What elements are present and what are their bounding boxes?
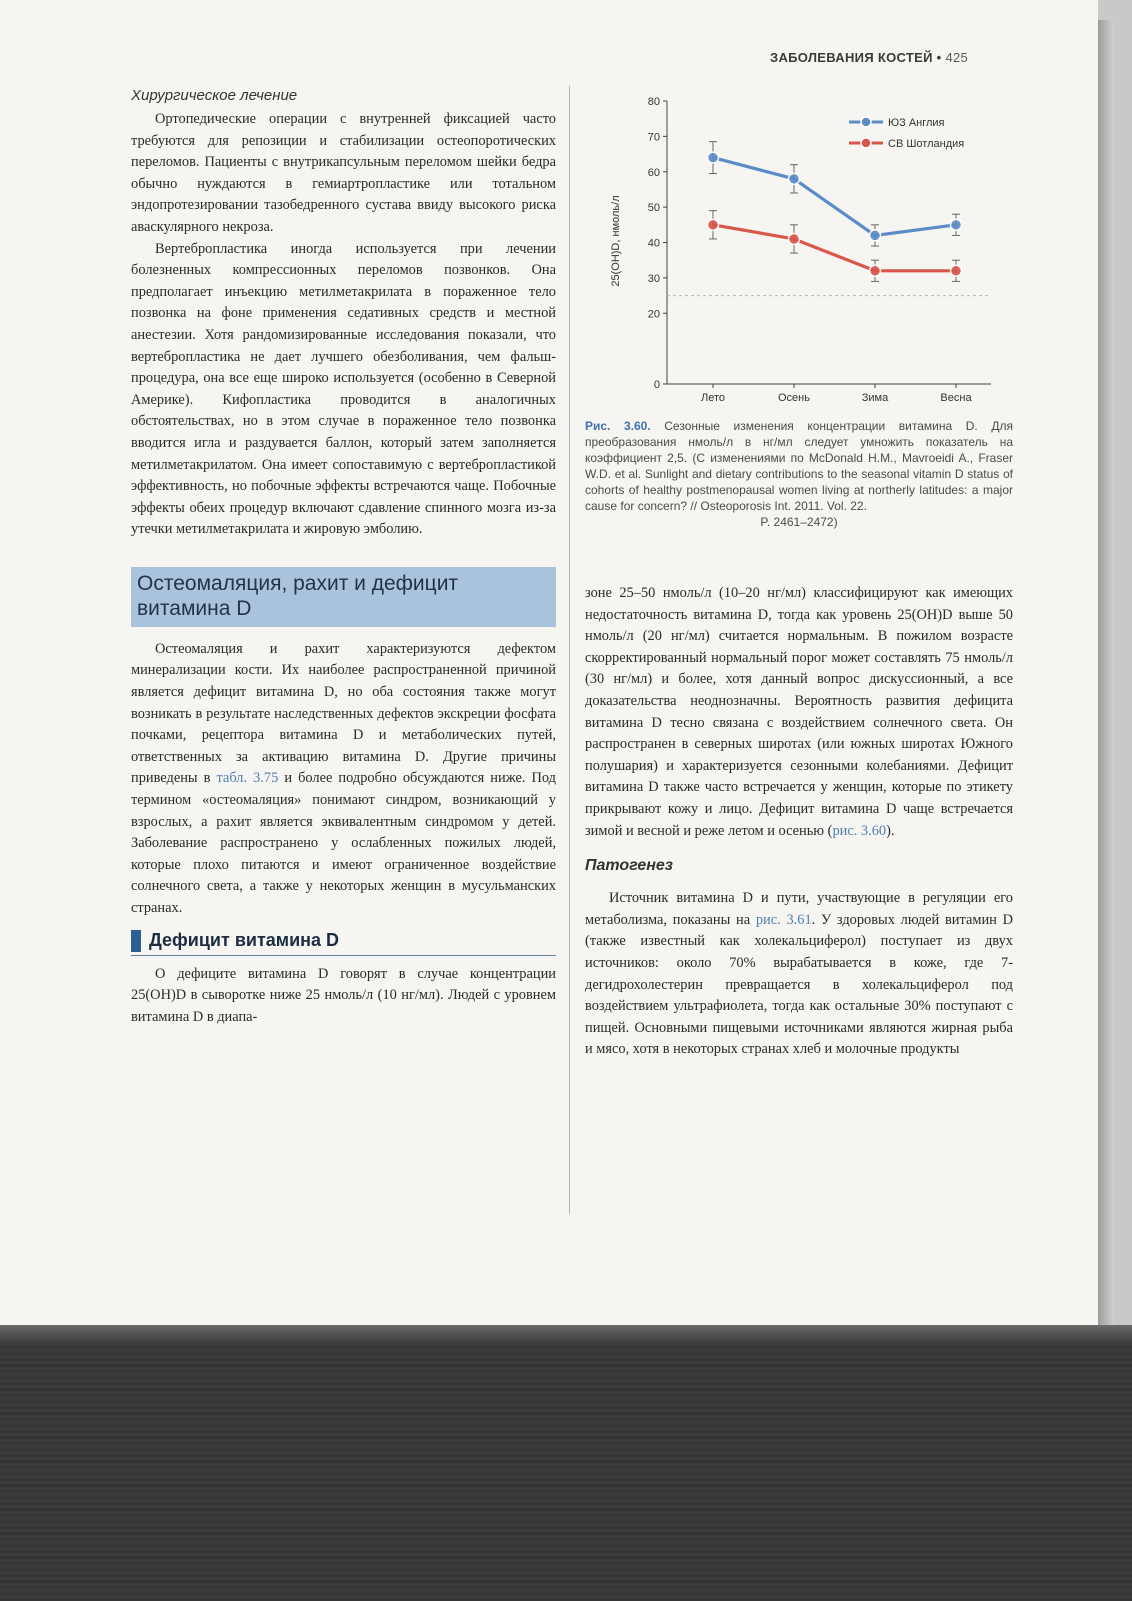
y-tick-label: 50 bbox=[647, 202, 660, 215]
figure-ref-360[interactable]: рис. 3.60 bbox=[832, 822, 887, 839]
paragraph-osteomalacia bbox=[131, 639, 556, 920]
paragraph-deficiency: О дефиците витамина D говорят в случае концентрации 25(OH)D в сыворотке ниже 25 нмоль/л (10 нг/мл). Людей с уровнем витамина D в диапа- bbox=[131, 965, 556, 1025]
data-point bbox=[708, 219, 719, 230]
page-edge-shadow bbox=[1098, 20, 1114, 1325]
paragraph-deficiency-continued bbox=[585, 583, 1013, 842]
paragraph-vertebroplasty: Вертебропластика иногда используется при лечении болезненных компрессионных переломов позвонков. Она предполагает инъекцию метилметакрилата в пораженное тело позвонка на фоне применения седативных средств и местной анестезии. Хотя рандомизированные исследования показали, что вертебропластика не дает лучшего обезболивания, чем фальш-процедура, она все еще широко используется (особенно в Северной Америке). Кифопластика проводится в аналогичных обстоятельствах, но в этом случае в пораженное тело позвонка вводится игла и раздувается баллон, который затем заполняется метилметакрилатом. Она имеет сопоставимую с вертебропластикой эффективность, но побочные эффекты встречаются чаще. Побочные эффекты обеих процедур включают сдавление спинного мозга из-за утечки метилметакрилата и жировую эмболию. bbox=[131, 240, 556, 538]
table-ref-link[interactable]: табл. 3.75 bbox=[216, 770, 279, 787]
legend-swatch-dot bbox=[861, 117, 871, 127]
scanner-background bbox=[0, 1325, 1132, 1601]
y-tick-label: 0 bbox=[653, 379, 660, 391]
left-column bbox=[131, 86, 556, 1028]
section-title-line-1: Остеомаляция, рахит и дефицит bbox=[137, 571, 459, 595]
legend-label: СВ Шотландия bbox=[888, 138, 965, 150]
data-point bbox=[708, 152, 719, 163]
caption-label: Рис. 3.60. bbox=[585, 419, 651, 433]
vitamin-d-chart bbox=[581, 84, 1021, 414]
running-title: ЗАБОЛЕВАНИЯ КОСТЕЙ bbox=[770, 50, 933, 65]
legend-swatch-dot bbox=[861, 138, 871, 148]
caption-text: Сезонные изменения концентрации витамина D. Для преобразования нмоль/л в нг/мл следует умножить показатель на коэффициент 2,5. (С изменениями по McDonald H.M., Mavroeidi A., Fraser W.D. et al. Sunlight and dietary contributions to the seasonal vitamin D status of cohorts of healthy postmenopausal women living at northerly latitudes: a major cause for concern? // Osteoporosis Int. 2011. Vol. 22. bbox=[585, 419, 1013, 513]
x-tick-label: Зима bbox=[861, 392, 889, 404]
running-head bbox=[770, 50, 1070, 65]
pathogenesis-subhead: Патогенез bbox=[585, 857, 673, 875]
y-tick-label: 80 bbox=[647, 96, 660, 108]
page-number: 425 bbox=[945, 50, 969, 65]
figure-ref-361[interactable]: рис. 3.61 bbox=[755, 911, 812, 928]
osteomalacia-text-end: и более подробно обсуждаются ниже. Под термином «остеомаляция» понимают синдром, возникающий у взрослых, а рахит является эквивалентным синдромом у детей. Заболевание распространено у ослабленных пожилых людей, которые плохо питаются и имеют ограниченное воздействие солнечного света, а также у некоторых женщин в мусульманских странах. bbox=[131, 770, 556, 916]
data-point bbox=[951, 219, 962, 230]
y-tick-label: 70 bbox=[647, 131, 660, 144]
series-line-0 bbox=[713, 158, 956, 236]
y-tick-label: 30 bbox=[647, 272, 660, 285]
data-point bbox=[951, 265, 962, 276]
column-divider bbox=[569, 86, 570, 1214]
scanner-edge bbox=[0, 1325, 1132, 1343]
paragraph-surgery: Ортопедические операции с внутренней фиксацией часто требуются для репозиции и стабилизации остеопоротических переломов. Пациенты с внутрикапсульным переломом шейки бедра обычно нуждаются в гемиартропластике или тотальном эндопротезировании тазобедренного сустава ввиду высокого риска аваскулярного некроза. bbox=[131, 111, 556, 235]
pathogenesis-text-end: . У здоровых людей витамин D (также известный как холекальциферол) поступает из двух источников: около 70% вырабатывается в коже, где 7-дегидрохолестерин превращается в холекальциферол под воздействием ультрафиолета, тогда как остальные 30% поступают с пищей. Основными пищевыми источниками являются жирная рыба и мясо, хотя в некоторых странах хлеб и молочные продукты bbox=[585, 911, 1013, 1058]
pathogenesis-text-start: Источник витамина D и пути, участвующие в регуляции его метаболизма, показаны на bbox=[585, 890, 1013, 928]
section-title-band bbox=[131, 567, 556, 627]
data-point bbox=[870, 230, 881, 241]
legend-label: ЮЗ Англия bbox=[888, 117, 945, 129]
running-separator: • bbox=[936, 50, 942, 65]
data-point bbox=[870, 265, 881, 276]
y-tick-label: 40 bbox=[647, 237, 660, 250]
chart-y-label: 25(OH)D, нмоль/л bbox=[610, 195, 622, 287]
data-point bbox=[789, 233, 800, 244]
section-title-line-2: витамина D bbox=[137, 596, 252, 620]
y-tick-label: 20 bbox=[647, 308, 660, 321]
heading-bar bbox=[131, 930, 141, 952]
series-line-1 bbox=[713, 225, 956, 271]
x-tick-label: Весна bbox=[940, 392, 972, 404]
figure-caption bbox=[585, 418, 1013, 530]
x-tick-label: Осень bbox=[778, 392, 810, 404]
surgical-subhead: Хирургическое лечение bbox=[131, 87, 298, 104]
right-column bbox=[585, 583, 1013, 1061]
deficiency-heading-text: Дефицит витамина D bbox=[149, 929, 340, 950]
osteomalacia-text-start: Остеомаляция и рахит характеризуются дефектом минерализации кости. Их наиболее распространенной причиной является дефицит витамина D, но оба состояния также могут возникать в результате наследственных дефектов экскреции фосфата почками, рецептора витамина D и метаболических путей, ответственных за активацию витамина D. Другие причины приведены в bbox=[131, 640, 556, 787]
deficiency-text-start: зоне 25–50 нмоль/л (10–20 нг/мл) классифицируют как имеющих недостаточность витамина D, тогда как уровень 25(OH)D выше 50 нмоль/л (20 нг/мл) считается нормальным. В пожилом возрасте скорректированный нормальный порог может составлять 75 нмоль/л (30 нг/мл) и более, хотя данный вопрос дискуссионный, а все доказательства неоднозначны. Вероятность развития дефицита витамина D тесно связана с воздействием солнечного света. Он распространен в северных широтах (или южных широтах Южного полушария) и характеризуется сезонными колебаниями. Дефицит витамина D также часто встречается у женщин, которые по этикету прикрывают кожу и лицо. Дефицит витамина D чаще встречается зимой и весной и реже летом и осенью ( bbox=[585, 585, 1013, 839]
caption-end: P. 2461–2472) bbox=[760, 515, 838, 529]
data-point bbox=[789, 173, 800, 184]
paragraph-pathogenesis bbox=[585, 888, 1013, 1061]
deficiency-text-end: ). bbox=[886, 822, 895, 839]
x-tick-label: Лето bbox=[700, 392, 726, 404]
y-tick-label: 60 bbox=[647, 166, 660, 179]
deficiency-heading bbox=[131, 930, 556, 956]
